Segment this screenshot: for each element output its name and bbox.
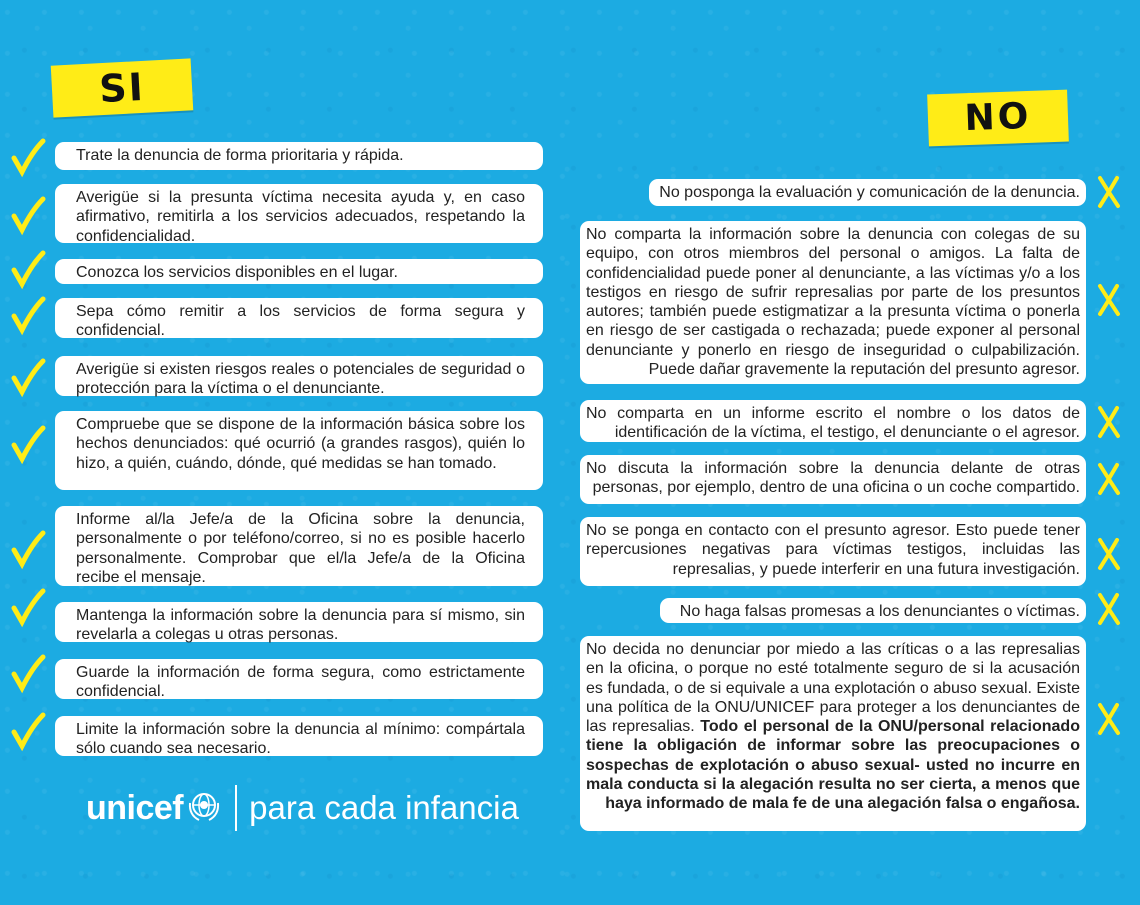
si-item-5: Averigüe si existen riesgos reales o potenciales de seguridad o protección para la víctima o el denunciante. bbox=[55, 356, 543, 396]
unicef-logo bbox=[86, 783, 519, 833]
no-item-6: No haga falsas promesas a los denunciantes o víctimas. bbox=[660, 598, 1086, 623]
si-item-1: Trate la denuncia de forma prioritaria y rápida. bbox=[55, 142, 543, 170]
checkmark-icon bbox=[10, 250, 46, 290]
no-item-7-text: No decida no denunciar por miedo a las críticas o a las represalias en la oficina, o porque no esté totalmente seguro de si la acusación es fundada, o de si equivale a una explotación o abuso sexual. Existe una política de la ONU/UNICEF para proteger a los denunciantes de las represalias. bbox=[586, 641, 1080, 736]
cross-icon bbox=[1096, 592, 1122, 626]
checkmark-icon bbox=[10, 138, 46, 178]
checkmark-icon bbox=[10, 712, 46, 752]
cross-icon bbox=[1096, 702, 1122, 736]
no-item-4: No discuta la información sobre la denuncia delante de otras personas, por ejemplo, dentro de una oficina o un coche compartido. bbox=[580, 455, 1086, 504]
no-item-3: No comparta en un informe escrito el nombre o los datos de identificación de la víctima, el testigo, el denunciante o el agresor. bbox=[580, 400, 1086, 442]
cross-icon bbox=[1096, 537, 1122, 571]
no-item-1: No posponga la evaluación y comunicación de la denuncia. bbox=[649, 179, 1086, 206]
si-item-3: Conozca los servicios disponibles en el lugar. bbox=[55, 259, 543, 284]
si-item-6: Compruebe que se dispone de la información básica sobre los hechos denunciados: qué ocurrió (a grandes rasgos), quién lo hizo, a quién, cuándo, dónde, qué medidas se han tomado. bbox=[55, 411, 543, 490]
checkmark-icon bbox=[10, 196, 46, 236]
unicef-globe-icon bbox=[187, 789, 221, 828]
si-item-10: Limite la información sobre la denuncia al mínimo: compártala sólo cuando sea necesario. bbox=[55, 716, 543, 756]
si-item-7: Informe al/la Jefe/a de la Oficina sobre la denuncia, personalmente o por teléfono/correo, si no es posible hacerlo personalmente. Comprobar que el/la Jefe/a de la Oficina recibe el mensaje. bbox=[55, 506, 543, 586]
si-item-4: Sepa cómo remitir a los servicios de forma segura y confidencial. bbox=[55, 298, 543, 338]
si-item-2: Averigüe si la presunta víctima necesita ayuda y, en caso afirmativo, remitirla a los servicios adecuados, respetando la confidencialidad. bbox=[55, 184, 543, 243]
si-item-8: Mantenga la información sobre la denuncia para sí mismo, sin revelarla a colegas u otras personas. bbox=[55, 602, 543, 642]
cross-icon bbox=[1096, 175, 1122, 209]
si-item-9: Guarde la información de forma segura, como estrictamente confidencial. bbox=[55, 659, 543, 699]
checkmark-icon bbox=[10, 425, 46, 465]
brand-name: unicef bbox=[86, 788, 184, 827]
cross-icon bbox=[1096, 283, 1122, 317]
si-tag: SI bbox=[51, 58, 194, 117]
checkmark-icon bbox=[10, 588, 46, 628]
no-item-7 bbox=[580, 636, 1086, 831]
tagline: para cada infancia bbox=[249, 789, 519, 826]
cross-icon bbox=[1096, 462, 1122, 496]
checkmark-icon bbox=[10, 530, 46, 570]
cross-icon bbox=[1096, 405, 1122, 439]
no-tag: NO bbox=[927, 90, 1069, 147]
no-item-5: No se ponga en contacto con el presunto agresor. Esto puede tener repercusiones negativas para víctimas testigos, incluidas las represalias, y puede interferir en una futura investigación. bbox=[580, 517, 1086, 586]
checkmark-icon bbox=[10, 654, 46, 694]
logo-divider bbox=[235, 785, 237, 831]
checkmark-icon bbox=[10, 358, 46, 398]
no-item-2: No comparta la información sobre la denuncia con colegas de su equipo, con otros miembros del personal o amigos. La falta de confidencialidad puede poner al denunciante, a las víctimas y/o a los testigos en riesgo de sufrir represalias por parte de los presuntos autores; también puede estigmatizar a la presunta víctima o ponerla en riesgo de ser castigada o rechazada; puede exponer al personal denunciante y ponerlo en riesgo de inseguridad o culpabilización. Puede dañar gravemente la reputación del presunto agresor. bbox=[580, 221, 1086, 384]
checkmark-icon bbox=[10, 296, 46, 336]
no-item-7-bold-text: Todo el personal de la ONU/personal relacionado tiene la obligación de informar sobre las preocupaciones o sospechas de explotación o abuso sexual- usted no incurre en mala conducta si la alegación resulta no ser cierta, a menos que haya informado de mala fe de una alegación falsa o engañosa. bbox=[586, 718, 1080, 813]
